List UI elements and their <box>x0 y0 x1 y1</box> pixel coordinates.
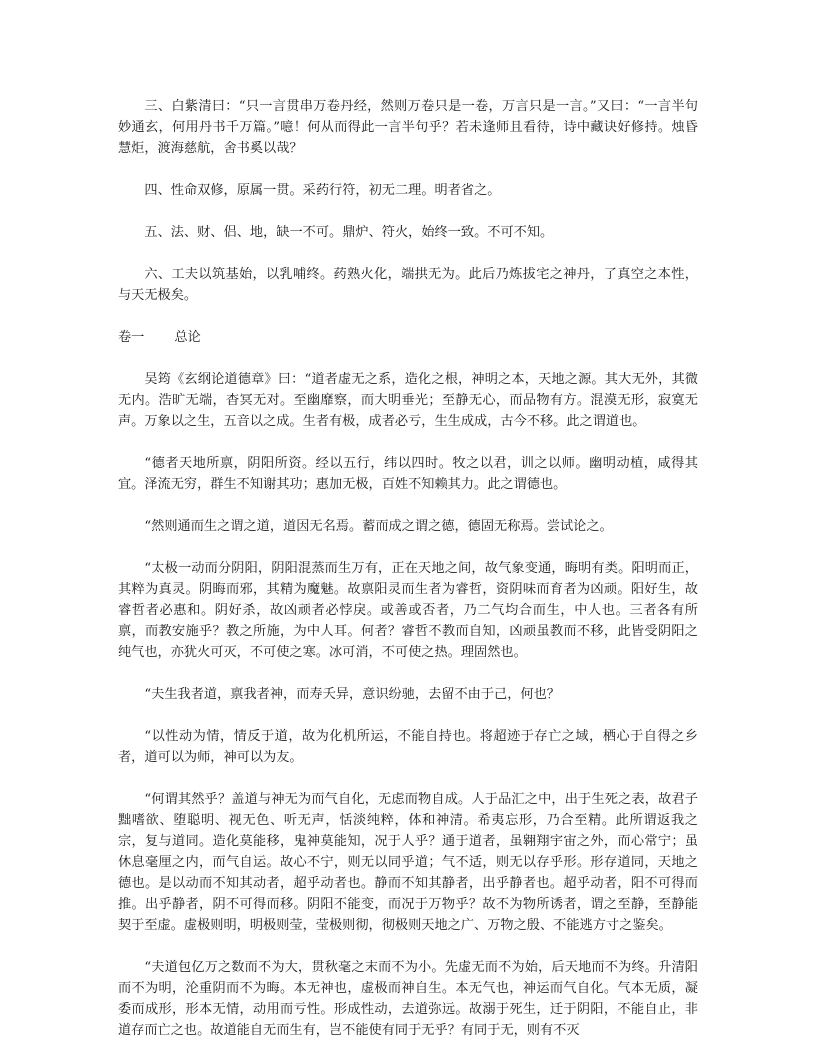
intro-paragraph-3: 五、法、财、侣、地，缺一不可。鼎炉、符火，始终一致。不可不知。 <box>144 225 554 240</box>
body-paragraph-8: “夫道包亿万之数而不为大，贯秋毫之末而不为小。先虚无而不为始，后天地而不为终。升清阳而不为明，沦重阴而不为晦。本无神也，虚极而神自生。本无气也，神运而气自化。气本无质，凝委而成形，形本无情，动用而亏性。形成性动，去道弥远。故溺于死生，迁于阴阳，不能自止，非道存而亡之也。故道能自无而生有，岂不能使有同于无乎？有同于无，则有不灭 <box>118 960 698 1038</box>
body-paragraph-4: “太极一动而分阴阳，阴阳混蒸而生万有，正在天地之间，故气象变通，晦明有类。阳明而正，其粹为真灵。阴晦而邪，其精为魔魅。故禀阳灵而生者为睿哲，资阴味而育者为凶顽。阳好生，故睿哲者必惠和。阴好杀，故凶顽者必悖戾。或善或否者，乃二气均合而生，中人也。三者各有所禀，而教安施乎？教之所施，为中人耳。何者？睿哲不教而自知，凶顽虽教而不移，此皆受阴阳之纯气也，亦犹火可灭，不可使之寒。冰可消，不可使之热。理固然也。 <box>118 561 698 660</box>
intro-paragraph-2: 四、性命双修，原属一贯。采药行符，初无二理。明者省之。 <box>144 183 501 198</box>
intro-paragraph-4: 六、工夫以筑基始，以乳哺终。药熟火化，端拱无为。此后乃炼拔宅之神丹，了真空之本性，与天无极矣。 <box>118 267 698 303</box>
intro-paragraph-1: 三、白紫清曰：“只一言贯串万卷丹经，然则万卷只是一卷，万言只是一言。”又曰：“一言半句妙通玄，何用丹书千万篇。”噫！何从而得此一言半句乎？若未逢师且看待，诗中藏诀好修持。烛昏慧炬，渡海慈航，舍书奚以哉？ <box>118 99 698 156</box>
section-title: 总论 <box>174 330 201 345</box>
body-paragraph-2: “德者天地所禀，阴阳所资。经以五行，纬以四时。牧之以君，训之以师。幽明动植，咸得其宜。泽流无穷，群生不知谢其功；惠加无极，百姓不知赖其力。此之谓德也。 <box>118 456 698 492</box>
document-page <box>118 96 698 1062</box>
body-paragraph-1: 吴筠《玄纲论道德章》曰：“道者虚无之系，造化之根，神明之本，天地之源。其大无外，其微无内。浩旷无端，杳冥无对。至幽靡察，而大明垂光；至静无心，而品物有方。混漠无形，寂寞无声。万象以之生，五音以之成。生者有极，成者必亏，生生成成，古今不移。此之谓道也。 <box>118 372 698 429</box>
section-heading <box>118 327 698 348</box>
body-paragraph-6: “以性动为情，情反于道，故为化机所运，不能自持也。将超迹于存亡之域，栖心于自得之乡者，道可以为师，神可以为友。 <box>118 729 698 765</box>
volume-label: 卷一 <box>118 330 145 345</box>
body-paragraph-5: “夫生我者道，禀我者神，而寿夭异，意识纷驰，去留不由于己，何也？ <box>144 687 560 702</box>
body-paragraph-3: “然则通而生之谓之道，道因无名焉。蓄而成之谓之德，德固无称焉。尝试论之。 <box>144 519 613 534</box>
body-paragraph-7: “何谓其然乎？盖道与神无为而气自化，无虑而物自成。人于品汇之中，出于生死之表，故君子黜嗜欲、堕聪明、视无色、听无声，恬淡纯粹，体和神清。希夷忘形，乃合至精。此所谓返我之宗，复与道同。造化莫能移，鬼神莫能知，况于人乎？通于道者，虽翱翔宇宙之外，而心常宁；虽休息毫厘之内，而气自运。故心不宁，则无以同乎道；气不适，则无以存乎形。形存道同，天地之德也。是以动而不知其动者，超乎动者也。静而不知其静者，出乎静者也。超乎动者，阳不可得而推。出乎静者，阴不可得而移。阴阳不能变，而况于万物乎？故不为物所诱者，谓之至静，至静能契于至虚。虚极则明，明极则莹，莹极则彻，彻极则天地之广、万物之殷、不能逃方寸之鉴矣。 <box>118 792 698 933</box>
